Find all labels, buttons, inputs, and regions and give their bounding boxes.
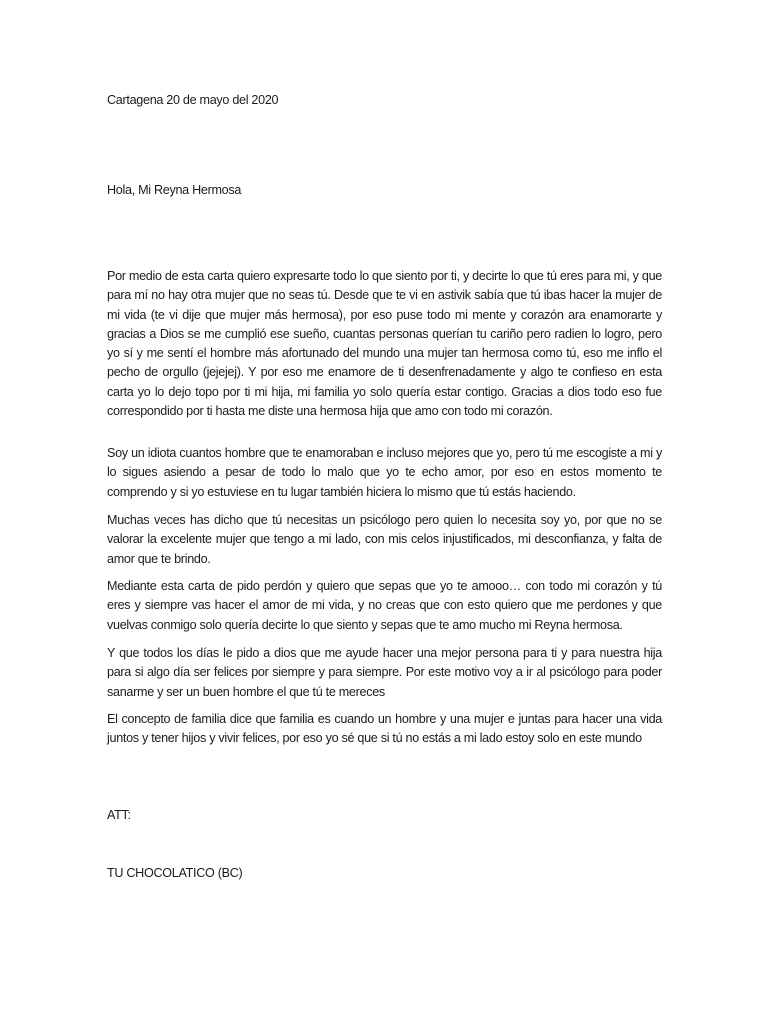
- letter-greeting: Hola, Mi Reyna Hermosa: [107, 183, 242, 197]
- letter-date: Cartagena 20 de mayo del 2020: [107, 93, 279, 107]
- body-paragraph-3: Muchas veces has dicho que tú necesitas un psicólogo pero quien lo necesita soy yo, por que no se valorar la excelente mujer que tengo a mi lado, con mis celos injustificados, mi desconfianza, y falta de amor que te brindo.: [107, 513, 662, 566]
- body-paragraph-4: Mediante esta carta de pido perdón y quiero que sepas que yo te amooo… con todo mi corazón y tú eres y siempre vas hacer el amor de mi vida, y no creas que con esto quiero que me perdones y que vuelvas conmigo solo quería decirte lo que siento y sepas que te amo mucho mi Reyna hermosa.: [107, 579, 662, 632]
- letter-signature: TU CHOCOLATICO (BC): [107, 866, 243, 880]
- body-paragraph-5: Y que todos los días le pido a dios que me ayude hacer una mejor persona para ti y para nuestra hija para si algo día ser felices por siempre y para siempre. Por este motivo voy a ir al psicólogo para poder sanarme y ser un buen hombre el que tú te mereces: [107, 646, 662, 699]
- body-paragraph-1: Por medio de esta carta quiero expresarte todo lo que siento por ti, y decirte lo que tú eres para mi, y que para mí no hay otra mujer que no seas tú. Desde que te vi en astivik sabía que tú ibas hacer la mujer de mi vida (te vi dije que mujer más hermosa), por eso puse todo mi mente y corazón ara enamorarte y gracias a Dios se me cumplió ese sueño, cuantas personas querían tu cariño pero radien lo logro, pero yo sí y me sentí el hombre más afortunado del mundo una mujer tan hermosa como tú, eso me inflo el pecho de orgullo (jejejej). Y por eso me enamore de ti desenfrenadamente y algo te confieso en esta carta yo lo dejo topo por ti mi hija, mi familia yo solo quería estar contigo. Gracias a dios todo eso fue correspondido por ti hasta me diste una hermosa hija que amo con todo mi corazón.: [107, 269, 662, 419]
- letter-closing: ATT:: [107, 808, 131, 822]
- body-paragraph-6: El concepto de familia dice que familia es cuando un hombre y una mujer e juntas para hacer una vida juntos y tener hijos y vivir felices, por eso yo sé que si tú no estás a mi lado estoy solo en este mundo: [107, 712, 662, 746]
- body-paragraph-2: Soy un idiota cuantos hombre que te enamoraban e incluso mejores que yo, pero tú me escogiste a mi y lo sigues asiendo a pesar de todo lo malo que yo te echo amor, por eso en estos momento te comprendo y si yo estuviese en tu lugar también hiciera lo mismo que tú estás haciendo.: [107, 446, 662, 499]
